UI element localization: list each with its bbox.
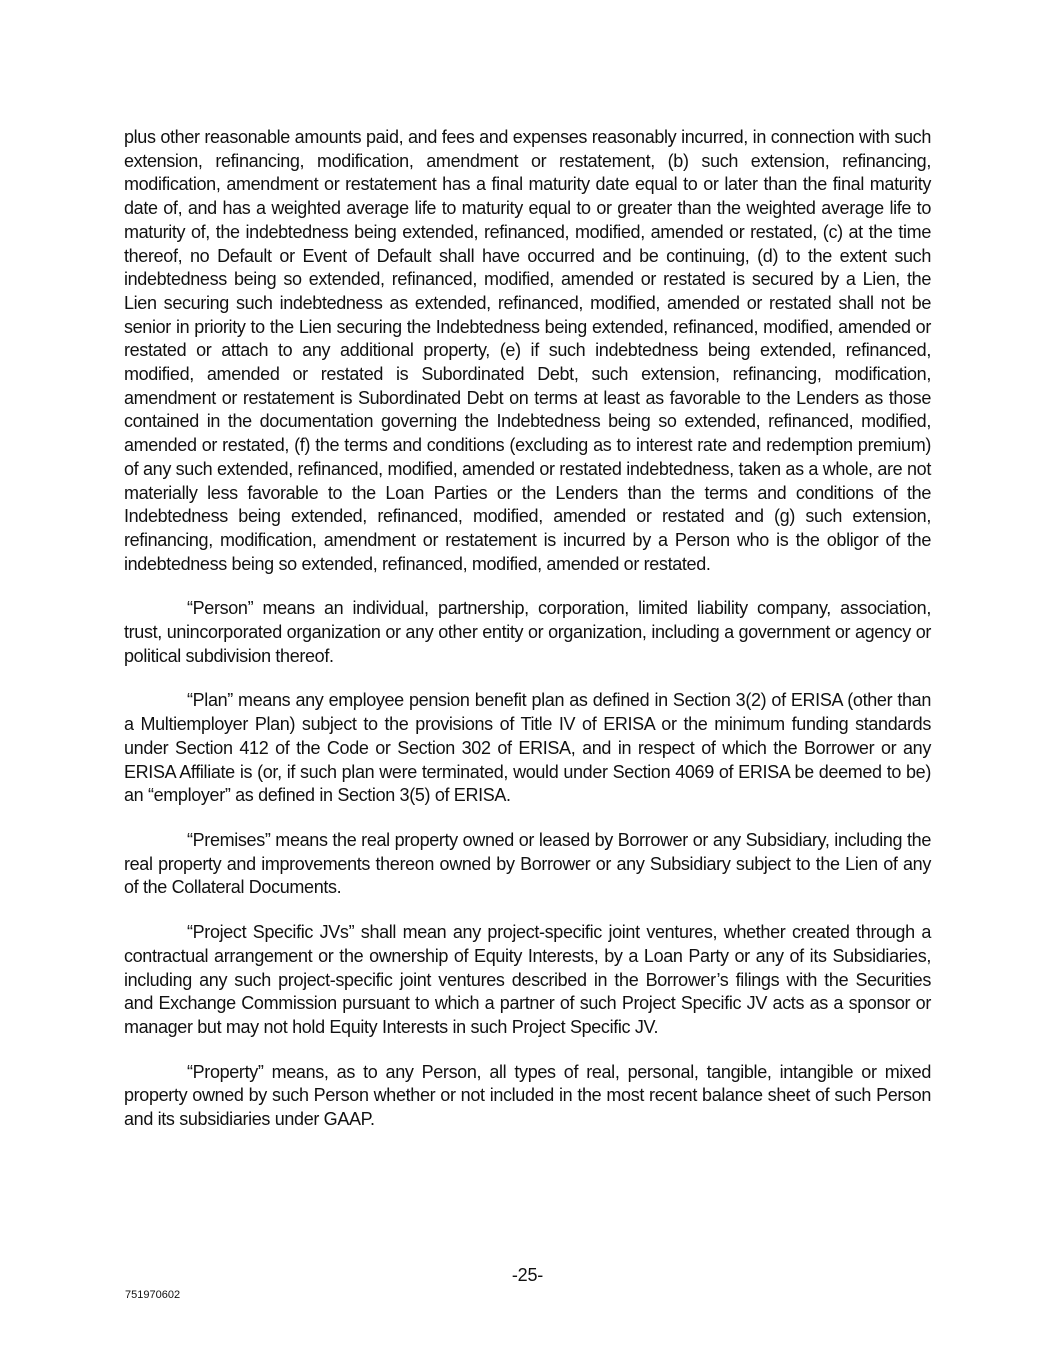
definition-person: “Person” means an individual, partnership, corporation, limited liability company, association, trust, unincorporated organization or any other entity or organization, including a government or agency or political subdivision thereof. xyxy=(124,598,931,666)
document-id: 751970602 xyxy=(125,1289,181,1301)
page-number: -25- xyxy=(511,1265,544,1285)
document-body xyxy=(124,126,931,1153)
definition-property: “Property” means, as to any Person, all types of real, personal, tangible, intangible or mixed property owned by such Person whether or not included in the most recent balance sheet of such Person and its subsidiaries under GAAP. xyxy=(124,1061,931,1130)
definition-project-specific-jvs: “Project Specific JVs” shall mean any project-specific joint ventures, whether created through a contractual arrangement or the ownership of Equity Interests, by a Loan Party or any of its Subsidiaries, including any such project-specific joint ventures described in the Borrower’s filings with the Securities and Exchange Commission pursuant to which a partner of such Project Specific JV acts as a sponsor or manager but may not hold Equity Interests in such Project Specific JV. xyxy=(124,922,931,1037)
definition-continuation-paragraph: plus other reasonable amounts paid, and fees and expenses reasonably incurred, in connection with such extension, refinancing, modification, amendment or restatement, (b) such extension, refinancing, modification, amendment or restatement has a final maturity date equal to or later than the final maturity date of, and has a weighted average life to maturity equal to or greater than the weighted average life to maturity of, the indebtedness being extended, refinanced, modified, amended or restated, (c) at the time thereof, no Default or Event of Default shall have occurred and be continuing, (d) to the extent such indebtedness being so extended, refinanced, modified, amended or restated is secured by a Lien, the Lien securing such indebtedness as extended, refinanced, modified, amended or restated shall not be senior in priority to the Lien securing the Indebtedness being extended, refinanced, modified, amended or restated or attach to any additional property, (e) if such indebtedness being extended, refinanced, modified, amended or restated is Subordinated Debt, such extension, refinancing, modification, amendment or restatement is Subordinated Debt on terms at least as favorable to the Lenders as those contained in the documentation governing the Indebtedness being so extended, refinanced, modified, amended or restated, (f) the terms and conditions (excluding as to interest rate and redemption premium) of any such extended, refinanced, modified, amended or restated indebtedness, taken as a whole, are not materially less favorable to the Loan Parties or the Lenders than the terms and conditions of the Indebtedness being extended, refinanced, modified, amended or restated and (g) such extension, refinancing, modification, amendment or restatement is incurred by a Person who is the obligor of the indebtedness being so extended, refinanced, modified, amended or restated. xyxy=(124,127,931,574)
definition-plan: “Plan” means any employee pension benefit plan as defined in Section 3(2) of ERISA (other than a Multiemployer Plan) subject to the provisions of Title IV of ERISA or the minimum funding standards under Section 412 of the Code or Section 302 of ERISA, and in respect of which the Borrower or any ERISA Affiliate is (or, if such plan were terminated, would under Section 4069 of ERISA be deemed to be) an “employer” as defined in Section 3(5) of ERISA. xyxy=(124,690,931,806)
definition-premises: “Premises” means the real property owned or leased by Borrower or any Subsidiary, including the real property and improvements thereon owned by Borrower or any Subsidiary subject to the Lien of any of the Collateral Documents. xyxy=(124,829,931,898)
